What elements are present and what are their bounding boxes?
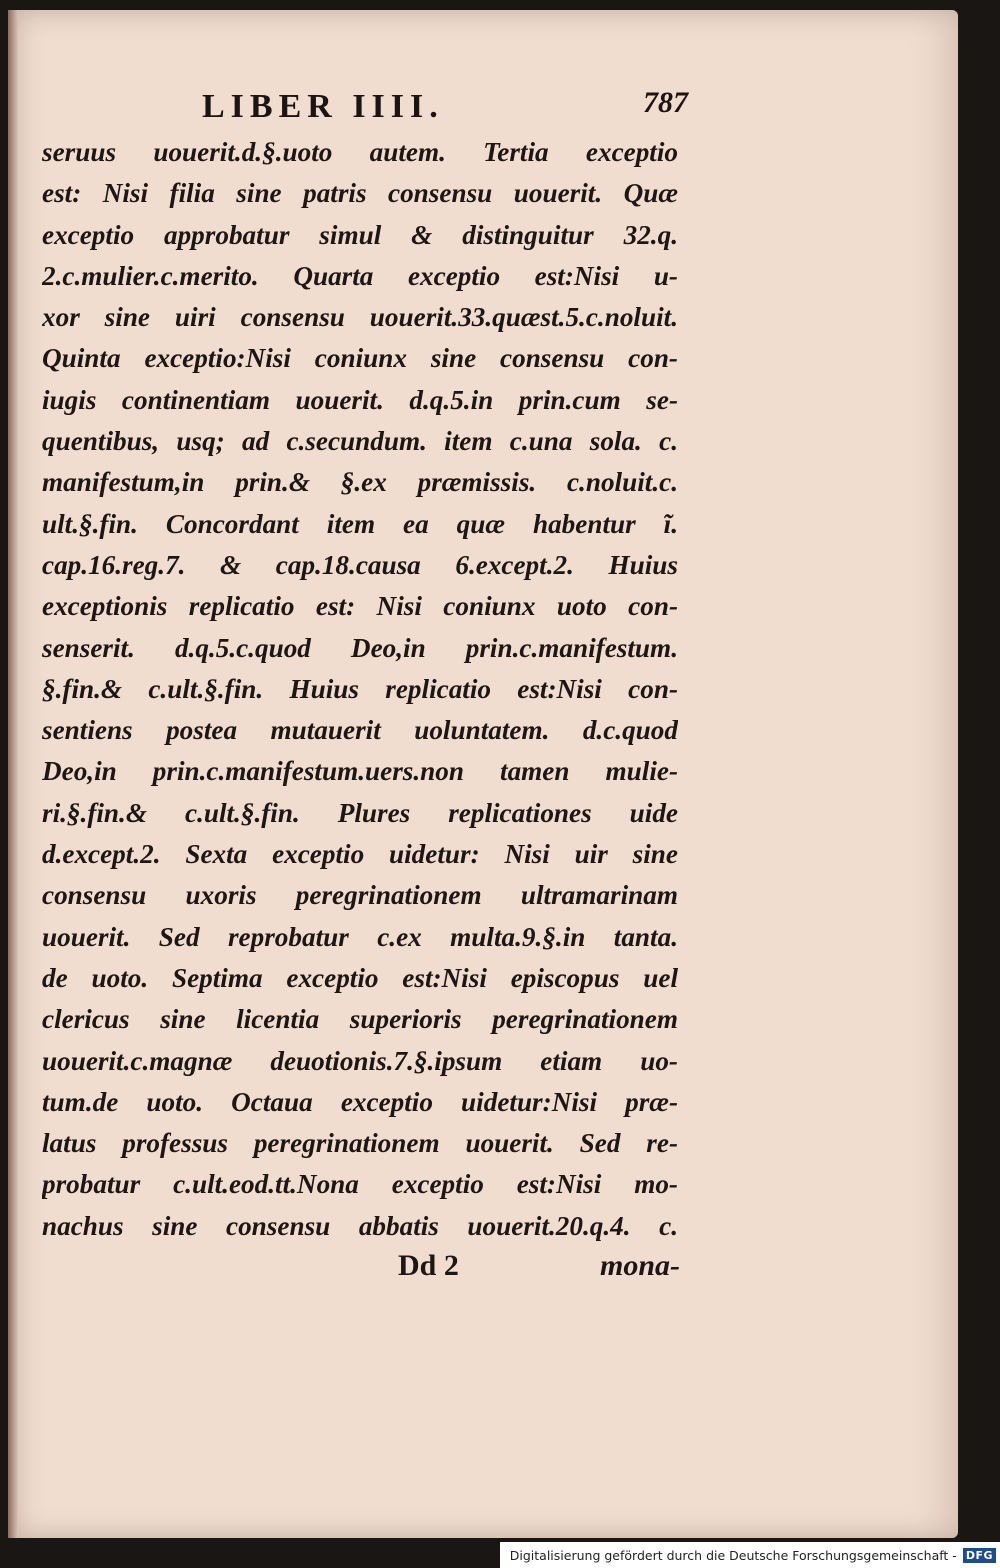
text-line: nachus sine consensu abbatis uouerit.20.q.4. c. <box>42 1210 678 1241</box>
text-line: tum.de uoto. Octaua exceptio uidetur:Nisi præ- <box>42 1086 678 1117</box>
text-line: manifestum,in prin.& §.ex præmissis. c.noluit.c. <box>42 467 678 498</box>
credit-text: Digitalisierung gefördert durch die Deutsche Forschungsgemeinschaft - <box>509 1547 957 1563</box>
text-line: est: Nisi filia sine patris consensu uouerit. Quæ <box>42 178 678 209</box>
text-line: consensu uxoris peregrinationem ultramarinam <box>42 880 678 911</box>
page-header <box>40 80 688 132</box>
text-line: clericus sine licentia superioris peregrinationem <box>42 1004 678 1035</box>
text-line: sentiens postea mutauerit uoluntatem. d.c.quod <box>42 715 678 746</box>
text-line: Quinta exceptio:Nisi coniunx sine consensu con- <box>42 343 678 374</box>
text-line: iugis continentiam uouerit. d.q.5.in prin.cum se- <box>42 384 678 415</box>
folio-number: 787 <box>643 86 688 119</box>
text-line: ri.§.fin.& c.ult.§.fin. Plures replicationes uide <box>42 797 678 828</box>
text-line: exceptio approbatur simul & distinguitur 32.q. <box>42 219 678 250</box>
digitization-credit <box>500 1542 1000 1568</box>
page-gutter-shadow <box>8 10 18 1538</box>
running-head: LIBER IIII. <box>202 88 444 125</box>
text-line: uouerit. Sed reprobatur c.ex multa.9.§.in tanta. <box>42 921 678 952</box>
text-line: 2.c.mulier.c.merito. Quarta exceptio est:Nisi u- <box>42 260 678 291</box>
text-line: de uoto. Septima exceptio est:Nisi episcopus uel <box>42 962 678 993</box>
book-page <box>8 10 958 1538</box>
catchword: mona- <box>599 1249 680 1283</box>
text-line: quentibus, usq; ad c.secundum. item c.una sola. c. <box>42 426 678 457</box>
signature-mark: Dd 2 <box>398 1249 459 1283</box>
text-area <box>40 80 688 1299</box>
text-line: latus professus peregrinationem uouerit. Sed re- <box>42 1128 678 1159</box>
text-line: cap.16.reg.7. & cap.18.causa 6.except.2. Huius <box>42 549 678 580</box>
text-line: senserit. d.q.5.c.quod Deo,in prin.c.manifestum. <box>42 632 678 663</box>
text-line: xor sine uiri consensu uouerit.33.quæst.5.c.noluit. <box>42 302 678 333</box>
body-text <box>40 132 680 1247</box>
text-line: uouerit.c.magnæ deuotionis.7.§.ipsum etiam uo- <box>42 1045 678 1076</box>
text-line: §.fin.& c.ult.§.fin. Huius replicatio est:Nisi con- <box>42 673 678 704</box>
page-footer-line <box>40 1247 680 1299</box>
text-line: ult.§.fin. Concordant item ea quæ habentur ĩ. <box>42 508 678 539</box>
text-line: probatur c.ult.eod.tt.Nona exceptio est:Nisi mo- <box>42 1169 678 1200</box>
text-line: seruus uouerit.d.§.uoto autem. Tertia exceptio <box>42 137 678 167</box>
text-line: d.except.2. Sexta exceptio uidetur: Nisi uir sine <box>42 839 678 870</box>
text-line: exceptionis replicatio est: Nisi coniunx uoto con- <box>42 591 678 622</box>
text-line: Deo,in prin.c.manifestum.uers.non tamen mulie- <box>42 756 678 787</box>
dfg-logo: DFG <box>963 1548 996 1563</box>
